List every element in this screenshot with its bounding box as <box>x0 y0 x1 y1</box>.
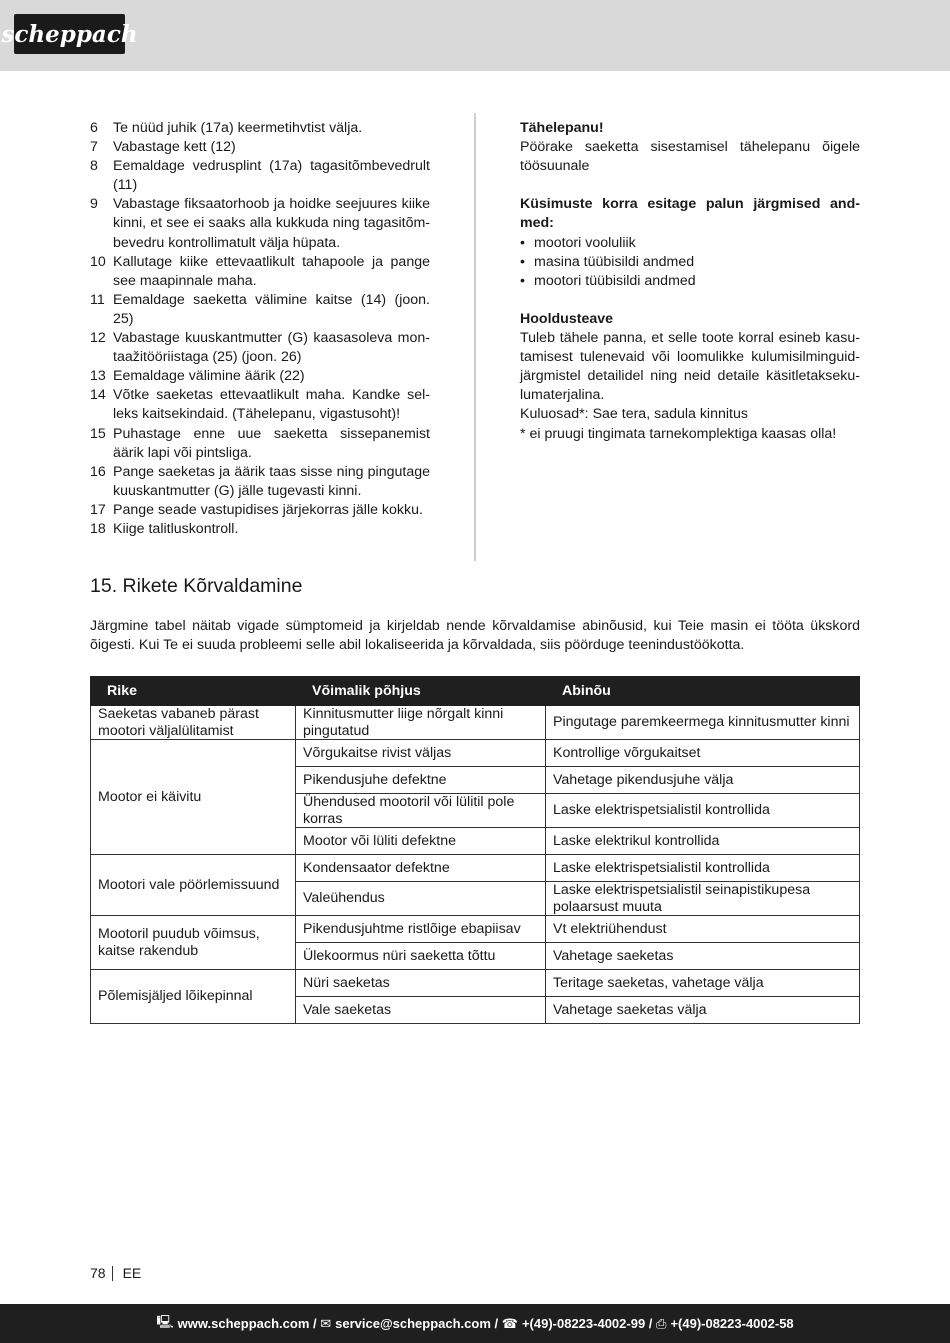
questions-title: Küsimuste korra esitage palun järgmised and-med: <box>520 196 860 232</box>
fault-cell: Mootori vale pöörlemissuund <box>91 855 296 916</box>
cause-cell: Kinnitusmutter liige nõrgalt kinni pingutatud <box>296 706 546 740</box>
troubleshooting-table <box>90 676 860 1024</box>
step-text: Eemaldage saeketta välimine kaitse (14) (joon. 25) <box>113 291 430 327</box>
header-cause: Võimalik põhjus <box>296 677 546 706</box>
step-item <box>90 386 430 424</box>
cause-cell: Pikendusjuhtme ristlõige ebapiisav <box>296 916 546 943</box>
step-text: Eemaldage vedrusplint (17a) tagasitõmbevedrult (11) <box>113 158 430 194</box>
step-text: Kallutage kiike ettevaatlikult tahapoole ja pange see maapinnale maha. <box>113 253 430 289</box>
cause-cell: Võrgukaitse rivist väljas <box>296 740 546 767</box>
steps-list <box>90 119 430 539</box>
fax-icon: ⎙ <box>656 1315 667 1331</box>
step-text: Puhastage enne uue saeketta sissepanemist äärik lapi või pintsliga. <box>113 425 430 461</box>
cause-cell: Pikendusjuhe defektne <box>296 767 546 794</box>
section-title: 15. Rikete Kõrvaldamine <box>90 575 303 597</box>
cause-cell: Valeühendus <box>296 882 546 916</box>
remedy-cell: Laske elektrispetsialistil kontrollida <box>546 794 860 828</box>
fault-cell: Mootor ei käivitu <box>91 740 296 855</box>
list-item: • masina tüübisildi andmed <box>520 253 695 270</box>
step-item <box>90 520 430 539</box>
envelope-icon: ✉ <box>320 1315 332 1331</box>
header-fault: Rike <box>91 677 296 706</box>
brand-logo: scheppach <box>14 14 125 54</box>
step-text: Vabastage kuuskantmutter (G) kaasasoleva mon-taažitööriistaga (25) (joon. 26) <box>113 330 430 366</box>
computer-icon: 🖳 <box>156 1313 174 1329</box>
step-text: Vabastage kett (12) <box>113 139 236 156</box>
page-header <box>0 0 950 71</box>
header-remedy: Abinõu <box>546 677 860 706</box>
step-number: 16 <box>90 463 106 480</box>
language-code: EE <box>122 1265 142 1281</box>
step-text: Te nüüd juhik (17a) keermetihvtist välja. <box>113 120 363 136</box>
right-column <box>520 119 860 444</box>
email-link[interactable]: service@scheppach.com / <box>335 1316 499 1331</box>
maintenance-title: Hooldusteave <box>520 310 614 327</box>
step-number: 8 <box>90 158 98 175</box>
step-item <box>90 367 430 386</box>
step-number: 17 <box>90 501 106 518</box>
step-text: Eemaldage välimine äärik (22) <box>113 368 305 385</box>
fault-cell: Põlemisjäljed lõikepinnal <box>91 970 296 1024</box>
remedy-cell: Kontrollige võrgukaitset <box>546 740 860 767</box>
remedy-cell: Vahetage saeketas <box>546 943 860 970</box>
table-row <box>91 855 860 882</box>
step-number: 7 <box>90 139 98 156</box>
step-item <box>90 119 430 138</box>
step-item <box>90 253 430 291</box>
step-item <box>90 138 430 157</box>
footnote: * ei pruugi tingimata tarnekomplektiga kaasas olla! <box>520 425 837 442</box>
step-number: 6 <box>90 120 98 136</box>
page-number-value: 78 <box>90 1265 106 1281</box>
wear-parts: Kuluosad*: Sae tera, sadula kinnitus <box>520 406 748 423</box>
step-text: Pange seade vastupidises järjekorras jälle kokku. <box>113 501 423 518</box>
troubleshooting-table-wrap <box>90 676 860 1024</box>
column-divider <box>474 113 476 561</box>
step-number: 13 <box>90 368 106 385</box>
cause-cell: Vale saeketas <box>296 997 546 1024</box>
step-number: 18 <box>90 520 106 537</box>
phone-number: +(49)-08223-4002-99 / <box>521 1316 653 1331</box>
cause-cell: Kondensaator defektne <box>296 855 546 882</box>
table-row <box>91 740 860 767</box>
step-item <box>90 501 430 520</box>
table-row <box>91 916 860 943</box>
remedy-cell: Laske elektrispetsialistil kontrollida <box>546 855 860 882</box>
section-intro: Järgmine tabel näitab vigade sümptomeid ja kirjeldab nende kõrvaldamise abinõusid, kui Teie masin ei tööta ükskord õigesti. Kui Te ei suuda probleemi selle abil lokaliseerida ja kõrvaldada, siis pöörduge teenindustöökotta. <box>90 618 860 654</box>
step-text: Võtke saeketas ettevaatlikult maha. Kandke sel-leks kaitsekindaid. (Tähelepanu, vigastusoht)! <box>113 387 430 423</box>
list-item: • mootori vooluliik <box>520 234 636 251</box>
step-item <box>90 425 430 463</box>
maintenance-text: Tuleb tähele panna, et selle toote korral esineb kasu-tamisest tulenevaid või loomulikke kulumisilminguid-järgmistel detailidel ning neid detaile käsitletakseku-lumaterjalina. <box>520 330 860 404</box>
step-item <box>90 157 430 195</box>
website-link[interactable]: www.scheppach.com / <box>177 1316 317 1331</box>
remedy-cell: Laske elektrikul kontrollida <box>546 828 860 855</box>
page-number <box>90 1265 141 1281</box>
table-row <box>91 706 860 740</box>
fax-number: +(49)-08223-4002-58 <box>670 1316 794 1331</box>
step-number: 14 <box>90 387 106 404</box>
cause-cell: Nüri saeketas <box>296 970 546 997</box>
step-item <box>90 329 430 367</box>
cause-cell: Ülekoormus nüri saeketta tõttu <box>296 943 546 970</box>
step-text: Kiige talitluskontroll. <box>113 520 239 537</box>
attention-title: Tähelepanu! <box>520 120 604 136</box>
step-item <box>90 291 430 329</box>
step-item <box>90 463 430 501</box>
phone-icon: ☎ <box>501 1315 518 1331</box>
remedy-cell: Vahetage pikendusjuhe välja <box>546 767 860 794</box>
step-text: Pange saeketas ja äärik taas sisse ning pingutage kuuskantmutter (G) jälle tugevasti kinni. <box>113 463 430 499</box>
fault-cell: Saeketas vabaneb pärast mootori väljalülitamist <box>91 706 296 740</box>
step-number: 11 <box>90 291 105 308</box>
step-number: 15 <box>90 425 106 442</box>
page-footer <box>0 1304 950 1343</box>
remedy-cell: Vt elektriühendust <box>546 916 860 943</box>
remedy-cell: Vahetage saeketas välja <box>546 997 860 1024</box>
step-number: 12 <box>90 330 106 347</box>
step-item <box>90 195 430 252</box>
table-header-row <box>91 677 860 706</box>
step-number: 10 <box>90 253 106 270</box>
attention-text: Pöörake saeketta sisestamisel tähelepanu õigele töösuunale <box>520 139 860 175</box>
step-text: Vabastage fiksaatorhoob ja hoidke seejuures kiike kinni, et see ei saaks alla kukkuda ning tagasitõm-bevedru kontrollimatult välja hüpata. <box>113 196 430 251</box>
cause-cell: Ühendused mootoril või lülitil pole korras <box>296 794 546 828</box>
remedy-cell: Laske elektrispetsialistil seinapistikupesa polaarsust muuta <box>546 882 860 916</box>
remedy-cell: Pingutage paremkeermega kinnitusmutter kinni <box>546 706 860 740</box>
step-number: 9 <box>90 196 98 213</box>
table-row <box>91 970 860 997</box>
fault-cell: Mootoril puudub võimsus, kaitse rakendub <box>91 916 296 970</box>
remedy-cell: Teritage saeketas, vahetage välja <box>546 970 860 997</box>
list-item: • mootori tüübisildi andmed <box>520 272 696 289</box>
cause-cell: Mootor või lüliti defektne <box>296 828 546 855</box>
